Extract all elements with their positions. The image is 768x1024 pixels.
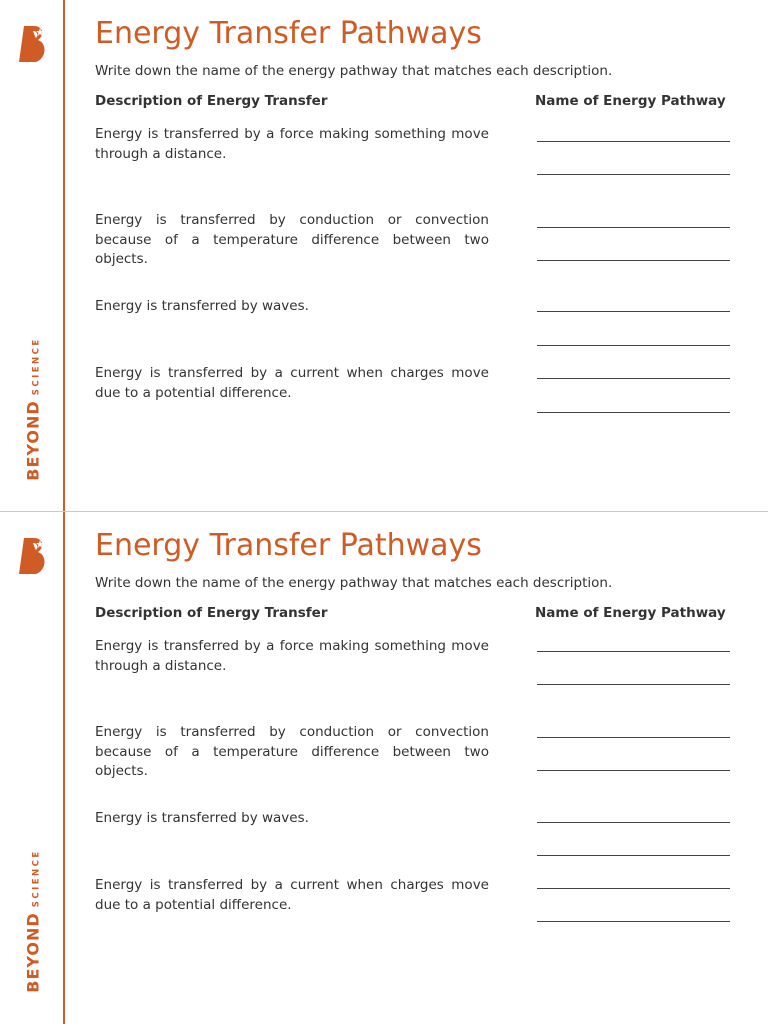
beyond-b-logo-icon: [16, 22, 50, 64]
description-row-2: Energy is transferred by conduction or convection because of a temperature difference between two objects.: [95, 724, 489, 779]
answer-line-4a[interactable]: [537, 888, 730, 889]
answer-line-2a[interactable]: [537, 737, 730, 738]
description-row-4: Energy is transferred by a current when charges move due to a potential difference.: [95, 365, 489, 401]
description-row-3: Energy is transferred by waves.: [95, 810, 309, 826]
instruction-text: Write down the name of the energy pathway that matches each description.: [95, 575, 613, 591]
beyond-b-logo-icon: [16, 534, 50, 576]
answer-line-4b[interactable]: [537, 921, 730, 922]
answer-line-1a[interactable]: [537, 651, 730, 652]
answer-line-2a[interactable]: [537, 227, 730, 228]
brand-name: BEYOND: [23, 400, 43, 481]
answer-line-3a[interactable]: [537, 822, 730, 823]
answer-line-2b[interactable]: [537, 260, 730, 261]
description-row-1: Energy is transferred by a force making something move through a distance.: [95, 638, 489, 674]
answer-line-4a[interactable]: [537, 378, 730, 379]
page-title: Energy Transfer Pathways: [95, 528, 482, 563]
answer-line-4b[interactable]: [537, 412, 730, 413]
page-title: Energy Transfer Pathways: [95, 16, 482, 51]
column-header-description: Description of Energy Transfer: [95, 93, 328, 109]
margin-line: [63, 0, 65, 512]
answer-line-3a[interactable]: [537, 311, 730, 312]
description-row-1: Energy is transferred by a force making something move through a distance.: [95, 126, 489, 162]
brand-tagline: SCIENCE: [31, 849, 42, 908]
answer-line-3b[interactable]: [537, 855, 730, 856]
instruction-text: Write down the name of the energy pathway that matches each description.: [95, 63, 613, 79]
column-header-name: Name of Energy Pathway: [535, 93, 726, 109]
answer-line-1b[interactable]: [537, 684, 730, 685]
answer-line-1a[interactable]: [537, 141, 730, 142]
worksheet-bottom: [0, 512, 768, 1024]
brand-name: BEYOND: [23, 912, 43, 993]
answer-line-2b[interactable]: [537, 770, 730, 771]
column-header-description: Description of Energy Transfer: [95, 605, 328, 621]
brand-tagline: SCIENCE: [31, 337, 42, 396]
answer-line-3b[interactable]: [537, 345, 730, 346]
margin-line: [63, 512, 65, 1024]
answer-line-1b[interactable]: [537, 174, 730, 175]
description-row-4: Energy is transferred by a current when charges move due to a potential difference.: [95, 877, 489, 913]
description-row-2: Energy is transferred by conduction or convection because of a temperature difference between two objects.: [95, 212, 489, 267]
description-row-3: Energy is transferred by waves.: [95, 298, 309, 314]
column-header-name: Name of Energy Pathway: [535, 605, 726, 621]
